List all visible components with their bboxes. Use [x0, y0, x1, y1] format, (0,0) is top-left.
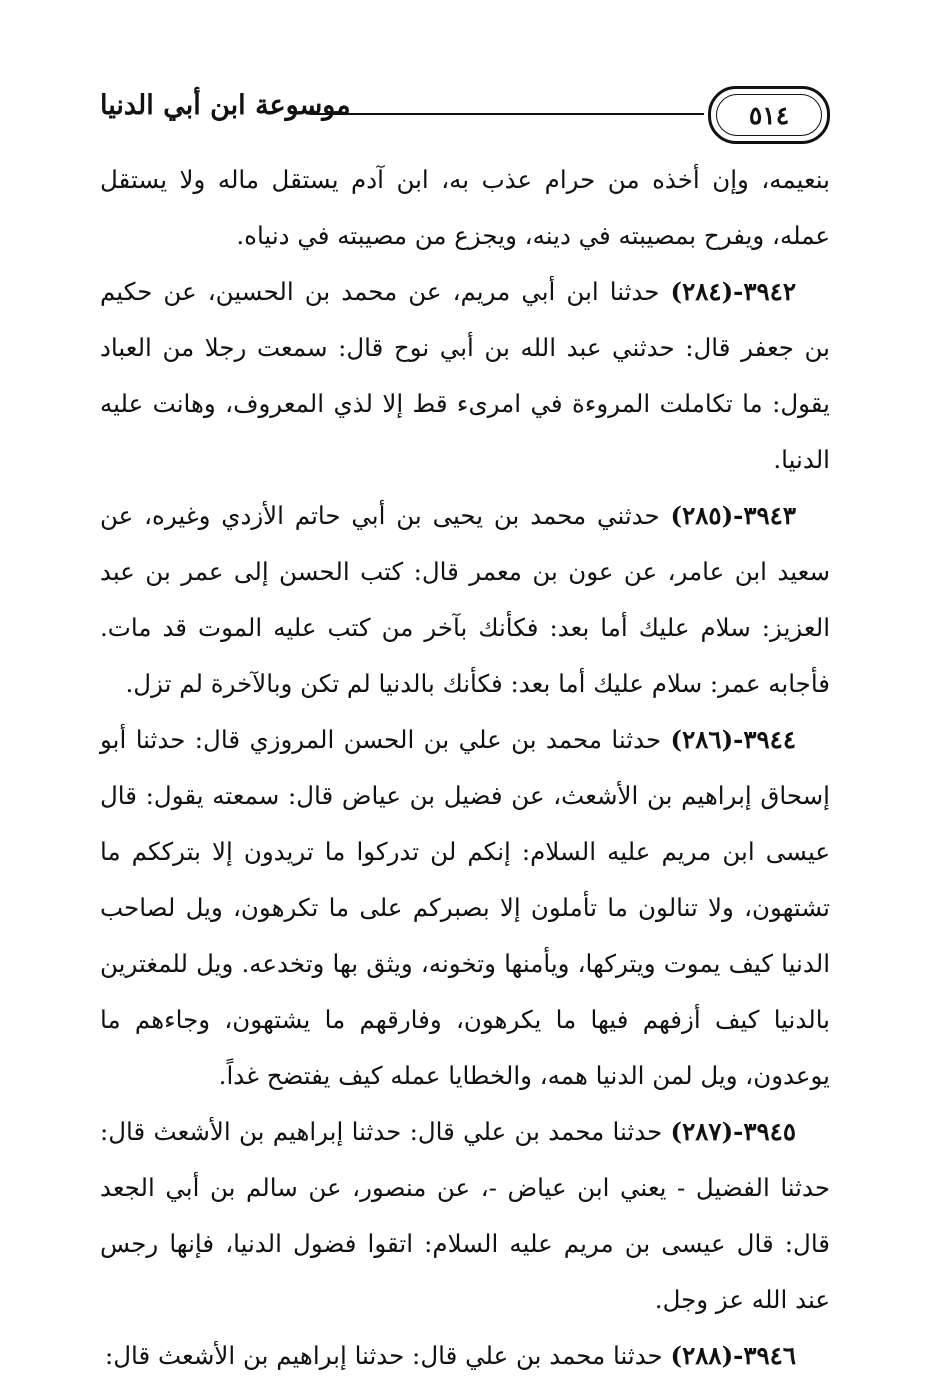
- hadith-number: ٣٩٤٥-(٢٨٧): [670, 1117, 796, 1146]
- hadith-text: حدثنا محمد بن علي بن الحسن المروزي قال: حدثنا أبو إسحاق إبراهيم بن الأشعث، عن فضيل بن عياض قال: سمعته يقول: قال عيسى ابن مريم عليه السلام: إنكم لن تدركوا ما تريدون إلا بترككم ما تشتهون، ولا تنالون ما تأملون إلا بصبركم على ما تكرهون، ويل لصاحب الدنيا كيف يموت ويتركها، ويأمنها وتخونه، ويثق بها وتخدعه. ويل للمغترين بالدنيا كيف أزفهم فيها ما يكرهون، وفارقهم ما يشتهون، وجاءهم ما يوعدون، ويل لمن الدنيا همه، والخطايا عمله كيف يفتضح غداً.: [100, 725, 830, 1090]
- hadith-number: ٣٩٤٣-(٢٨٥): [670, 501, 796, 530]
- page-number: ٥١٤: [748, 100, 790, 130]
- hadith-paragraph: [100, 1104, 830, 1328]
- page-body: [100, 152, 830, 1384]
- hadith-text: حدثني محمد بن يحيى بن أبي حاتم الأزدي وغيره، عن سعيد ابن عامر، عن عون بن معمر قال: كتب الحسن إلى عمر بن عبد العزيز: سلام عليك أما بعد: فكأنك بآخر من كتب عليه الموت قد مات. فأجابه عمر: سلام عليك أما بعد: فكأنك بالدنيا لم تكن وبالآخرة لم تزل.: [100, 501, 830, 698]
- hadith-text: حدثنا محمد بن علي قال: حدثنا إبراهيم بن الأشعث قال:: [104, 1341, 663, 1370]
- hadith-text: حدثنا محمد بن علي قال: حدثنا إبراهيم بن الأشعث قال: حدثنا الفضيل - يعني ابن عياض -، عن منصور، عن سالم بن أبي الجعد قال: قال عيسى بن مريم عليه السلام: اتقوا فضول الدنيا، فإنها رجس عند الله عز وجل.: [100, 1117, 830, 1314]
- paragraph-continuation: [100, 152, 830, 264]
- hadith-paragraph: [100, 1328, 830, 1384]
- book-title: موسوعة ابن أبي الدنيا: [100, 90, 351, 121]
- hadith-number: ٣٩٤٦-(٢٨٨): [670, 1341, 796, 1370]
- hadith-paragraph: [100, 712, 830, 1104]
- header-rule: [310, 113, 704, 115]
- book-page: [100, 72, 830, 1384]
- hadith-text: حدثنا ابن أبي مريم، عن محمد بن الحسين، عن حكيم بن جعفر قال: حدثني عبد الله بن أبي نوح قال: سمعت رجلا من العباد يقول: ما تكاملت المروءة في امرىء قط إلا لذي المعروف، وهانت عليه الدنيا.: [100, 277, 830, 474]
- hadith-number: ٣٩٤٤-(٢٨٦): [670, 725, 796, 754]
- page-number-badge: [708, 86, 830, 144]
- hadith-paragraph: [100, 264, 830, 488]
- hadith-number: ٣٩٤٢-(٢٨٤): [670, 277, 796, 306]
- paragraph-text: بنعيمه، وإن أخذه من حرام عذب به، ابن آدم يستقل ماله ولا يستقل عمله، ويفرح بمصيبته في دينه، ويجزع من مصيبته في دنياه.: [100, 165, 830, 250]
- page-header: [100, 72, 830, 152]
- hadith-paragraph: [100, 488, 830, 712]
